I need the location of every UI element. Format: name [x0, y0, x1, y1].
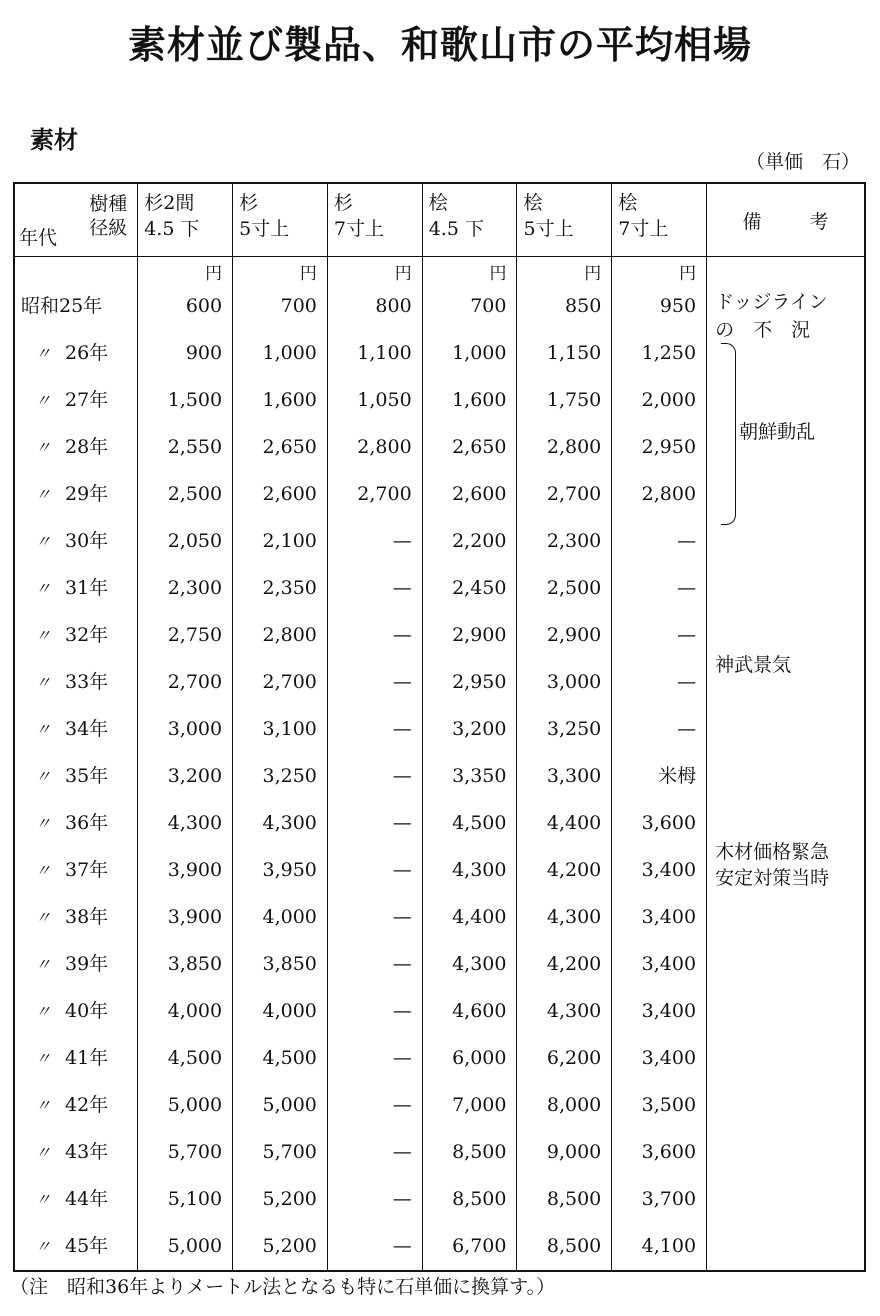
price-cell: 5,200	[233, 1223, 328, 1271]
year-cell	[14, 941, 138, 988]
price-cell: —	[327, 1129, 422, 1176]
price-cell: 4,400	[422, 894, 517, 941]
price-cell: 2,800	[612, 471, 707, 518]
price-cell: 3,400	[612, 894, 707, 941]
price-cell: 3,600	[612, 1129, 707, 1176]
price-cell: —	[612, 565, 707, 612]
price-cell: 2,500	[138, 471, 233, 518]
column-header: 桧 4.5 下	[422, 183, 517, 257]
era-label: 年代	[19, 227, 58, 249]
price-cell: 4,300	[422, 941, 517, 988]
price-cell: 4,300	[233, 800, 328, 847]
year-cell	[14, 612, 138, 659]
price-cell: 5,000	[233, 1082, 328, 1129]
price-cell: 3,900	[138, 847, 233, 894]
year-label: 31年	[65, 577, 109, 599]
price-cell: 3,250	[233, 753, 328, 800]
remark-timber-policy-1: 木材価格緊急	[715, 841, 830, 863]
price-cell: 3,700	[612, 1176, 707, 1223]
price-cell: —	[327, 800, 422, 847]
price-cell: 2,300	[138, 565, 233, 612]
price-cell: 3,300	[517, 753, 612, 800]
price-cell: 950	[612, 283, 707, 330]
price-cell: 8,500	[422, 1176, 517, 1223]
year-cell	[14, 1176, 138, 1223]
price-cell: 4,500	[233, 1035, 328, 1082]
price-cell: —	[327, 988, 422, 1035]
year-label: 34年	[65, 718, 109, 740]
price-cell: 2,700	[327, 471, 422, 518]
price-cell: 1,750	[517, 377, 612, 424]
price-cell: 8,500	[517, 1223, 612, 1271]
ditto-mark: 〃	[34, 391, 51, 410]
price-cell: 3,500	[612, 1082, 707, 1129]
price-cell: 4,300	[517, 894, 612, 941]
year-label: 43年	[65, 1141, 109, 1163]
price-cell: 3,900	[138, 894, 233, 941]
price-cell: —	[327, 1223, 422, 1271]
price-cell: —	[327, 894, 422, 941]
price-cell: 1,000	[422, 330, 517, 377]
price-cell: 5,200	[233, 1176, 328, 1223]
price-cell: 2,200	[422, 518, 517, 565]
year-label: 28年	[65, 436, 109, 458]
year-cell	[14, 377, 138, 424]
yen-unit: 円	[422, 257, 517, 284]
price-cell: 8,500	[422, 1129, 517, 1176]
brace-mark	[721, 343, 736, 525]
price-cell: 3,850	[233, 941, 328, 988]
year-label: 27年	[65, 389, 109, 411]
price-cell: 2,700	[233, 659, 328, 706]
price-cell: 3,950	[233, 847, 328, 894]
yen-unit: 円	[138, 257, 233, 284]
ditto-mark: 〃	[34, 1049, 51, 1068]
price-cell: 2,800	[233, 612, 328, 659]
price-cell: 5,000	[138, 1082, 233, 1129]
price-cell: 3,100	[233, 706, 328, 753]
price-cell: 2,050	[138, 518, 233, 565]
page-title: 素材並び製品、和歌山市の平均相場	[127, 23, 752, 67]
price-cell: —	[612, 706, 707, 753]
price-cell: 4,100	[612, 1223, 707, 1271]
price-cell: 2,300	[517, 518, 612, 565]
year-cell	[14, 565, 138, 612]
price-cell: 2,950	[422, 659, 517, 706]
price-cell: 1,000	[233, 330, 328, 377]
ditto-mark: 〃	[34, 579, 51, 598]
price-cell: 3,200	[422, 706, 517, 753]
ditto-mark: 〃	[34, 767, 51, 786]
year-label: 40年	[65, 1000, 109, 1022]
ditto-mark: 〃	[34, 814, 51, 833]
price-cell: 6,200	[517, 1035, 612, 1082]
year-cell	[14, 1223, 138, 1271]
price-cell: 4,500	[138, 1035, 233, 1082]
ditto-mark: 〃	[34, 673, 51, 692]
species-label: 樹種	[89, 193, 128, 215]
price-cell: 2,800	[517, 424, 612, 471]
price-cell: 6,000	[422, 1035, 517, 1082]
price-cell: 3,000	[138, 706, 233, 753]
price-cell: 1,150	[517, 330, 612, 377]
year-cell	[14, 330, 138, 377]
price-cell: 800	[327, 283, 422, 330]
price-cell: 4,300	[517, 988, 612, 1035]
price-cell: 4,000	[233, 988, 328, 1035]
price-cell: 600	[138, 283, 233, 330]
price-cell: 2,750	[138, 612, 233, 659]
year-label: 44年	[65, 1188, 109, 1210]
yen-unit: 円	[327, 257, 422, 284]
price-cell: 2,450	[422, 565, 517, 612]
price-cell: —	[327, 706, 422, 753]
year-cell	[14, 424, 138, 471]
ditto-mark: 〃	[34, 720, 51, 739]
remarks-header: 備 考	[707, 183, 865, 257]
price-table	[13, 182, 866, 1272]
price-cell: 4,200	[517, 941, 612, 988]
price-cell: —	[612, 659, 707, 706]
price-cell: 900	[138, 330, 233, 377]
price-cell: 2,500	[517, 565, 612, 612]
price-cell: 4,200	[517, 847, 612, 894]
price-cell: 3,600	[612, 800, 707, 847]
remark-korean-war: 朝鮮動乱	[739, 421, 816, 443]
section-heading: 素材	[30, 126, 78, 154]
price-cell: 2,700	[517, 471, 612, 518]
price-cell: 1,600	[233, 377, 328, 424]
year-label: 45年	[65, 1235, 109, 1257]
price-cell: —	[327, 753, 422, 800]
year-label: 35年	[65, 765, 109, 787]
ditto-mark: 〃	[34, 485, 51, 504]
price-cell: —	[327, 518, 422, 565]
price-cell: 4,300	[138, 800, 233, 847]
price-cell: 700	[422, 283, 517, 330]
header-row	[14, 183, 865, 257]
price-cell: 4,600	[422, 988, 517, 1035]
price-cell: 9,000	[517, 1129, 612, 1176]
price-cell: 700	[233, 283, 328, 330]
ditto-mark: 〃	[34, 1096, 51, 1115]
price-cell: 3,400	[612, 988, 707, 1035]
yen-unit: 円	[612, 257, 707, 284]
price-cell: 4,000	[138, 988, 233, 1035]
year-cell	[14, 283, 138, 330]
price-cell: 2,100	[233, 518, 328, 565]
year-label: 32年	[65, 624, 109, 646]
year-cell	[14, 753, 138, 800]
year-label: 37年	[65, 859, 109, 881]
price-cell: 3,400	[612, 1035, 707, 1082]
price-cell: 3,250	[517, 706, 612, 753]
year-cell	[14, 1082, 138, 1129]
column-header: 杉2間 4.5 下	[138, 183, 233, 257]
price-cell: 5,100	[138, 1176, 233, 1223]
price-cell: 3,000	[517, 659, 612, 706]
ditto-mark: 〃	[34, 1237, 51, 1256]
year-label: 42年	[65, 1094, 109, 1116]
price-cell: —	[327, 1035, 422, 1082]
ditto-mark: 〃	[34, 532, 51, 551]
price-cell: 4,400	[517, 800, 612, 847]
price-cell: 2,650	[422, 424, 517, 471]
remark-jinmu-boom: 神武景気	[715, 654, 792, 676]
unit-label: （単価 石）	[745, 151, 860, 173]
year-label: 26年	[65, 342, 109, 364]
year-cell	[14, 471, 138, 518]
price-cell: 3,200	[138, 753, 233, 800]
price-cell: 3,350	[422, 753, 517, 800]
year-cell	[14, 800, 138, 847]
corner-header	[14, 183, 138, 257]
column-header: 杉 7寸上	[327, 183, 422, 257]
column-header: 桧 7寸上	[612, 183, 707, 257]
year-label: 36年	[65, 812, 109, 834]
year-label: 41年	[65, 1047, 109, 1069]
price-cell: 5,700	[138, 1129, 233, 1176]
price-cell: 2,900	[422, 612, 517, 659]
price-cell: 850	[517, 283, 612, 330]
year-cell	[14, 1129, 138, 1176]
ditto-mark: 〃	[34, 1143, 51, 1162]
price-cell: 1,600	[422, 377, 517, 424]
price-cell: 2,950	[612, 424, 707, 471]
price-cell: 4,300	[422, 847, 517, 894]
ditto-mark: 〃	[34, 1002, 51, 1021]
footnote: （注 昭和36年よりメートル法となるも特に石単価に換算す。）	[10, 1276, 556, 1298]
ditto-mark: 〃	[34, 438, 51, 457]
price-cell: 3,400	[612, 847, 707, 894]
price-cell: 2,000	[612, 377, 707, 424]
remarks-column	[707, 257, 865, 1272]
price-cell: 4,000	[233, 894, 328, 941]
ditto-mark: 〃	[34, 1190, 51, 1209]
year-cell	[14, 1035, 138, 1082]
price-cell: 2,600	[422, 471, 517, 518]
year-cell	[14, 659, 138, 706]
price-cell: 2,350	[233, 565, 328, 612]
ditto-mark: 〃	[34, 955, 51, 974]
price-cell: 2,550	[138, 424, 233, 471]
year-cell	[14, 706, 138, 753]
price-cell: —	[612, 612, 707, 659]
year-label: 30年	[65, 530, 109, 552]
price-cell: 2,650	[233, 424, 328, 471]
year-cell	[14, 894, 138, 941]
price-cell: 8,000	[517, 1082, 612, 1129]
price-cell: —	[327, 565, 422, 612]
year-cell	[14, 988, 138, 1035]
remark-timber-policy-2: 安定対策当時	[715, 867, 830, 889]
diameter-label: 径級	[89, 217, 128, 239]
remarks-layer	[707, 257, 866, 1270]
ditto-mark: 〃	[34, 344, 51, 363]
ditto-mark: 〃	[34, 908, 51, 927]
price-cell: 3,850	[138, 941, 233, 988]
price-cell: —	[327, 1082, 422, 1129]
price-cell: 3,400	[612, 941, 707, 988]
unit-row	[14, 257, 865, 284]
year-label: 昭和25年	[21, 295, 103, 317]
price-cell: 2,900	[517, 612, 612, 659]
price-cell: 7,000	[422, 1082, 517, 1129]
price-cell: —	[327, 847, 422, 894]
ditto-mark: 〃	[34, 861, 51, 880]
price-cell: 5,700	[233, 1129, 328, 1176]
price-cell: 2,800	[327, 424, 422, 471]
column-header: 桧 5寸上	[517, 183, 612, 257]
year-cell	[14, 847, 138, 894]
year-label: 33年	[65, 671, 109, 693]
ditto-mark: 〃	[34, 626, 51, 645]
price-cell: 米栂	[612, 753, 707, 800]
price-cell: 6,700	[422, 1223, 517, 1271]
year-label: 39年	[65, 953, 109, 975]
year-label: 29年	[65, 483, 109, 505]
yen-unit: 円	[233, 257, 328, 284]
price-cell: —	[612, 518, 707, 565]
price-cell: —	[327, 659, 422, 706]
column-header: 杉 5寸上	[233, 183, 328, 257]
price-cell: 1,100	[327, 330, 422, 377]
price-cell: 1,500	[138, 377, 233, 424]
price-cell: 1,050	[327, 377, 422, 424]
yen-unit: 円	[517, 257, 612, 284]
price-cell: —	[327, 1176, 422, 1223]
year-label: 38年	[65, 906, 109, 928]
price-cell: 2,700	[138, 659, 233, 706]
price-cell: 5,000	[138, 1223, 233, 1271]
price-cell: 8,500	[517, 1176, 612, 1223]
year-cell	[14, 518, 138, 565]
price-cell: —	[327, 941, 422, 988]
remark-dodge-line: ドッジライン	[715, 291, 828, 313]
price-cell: 4,500	[422, 800, 517, 847]
remark-recession: の 不 況	[715, 319, 811, 341]
price-cell: 1,250	[612, 330, 707, 377]
price-cell: —	[327, 612, 422, 659]
price-cell: 2,600	[233, 471, 328, 518]
